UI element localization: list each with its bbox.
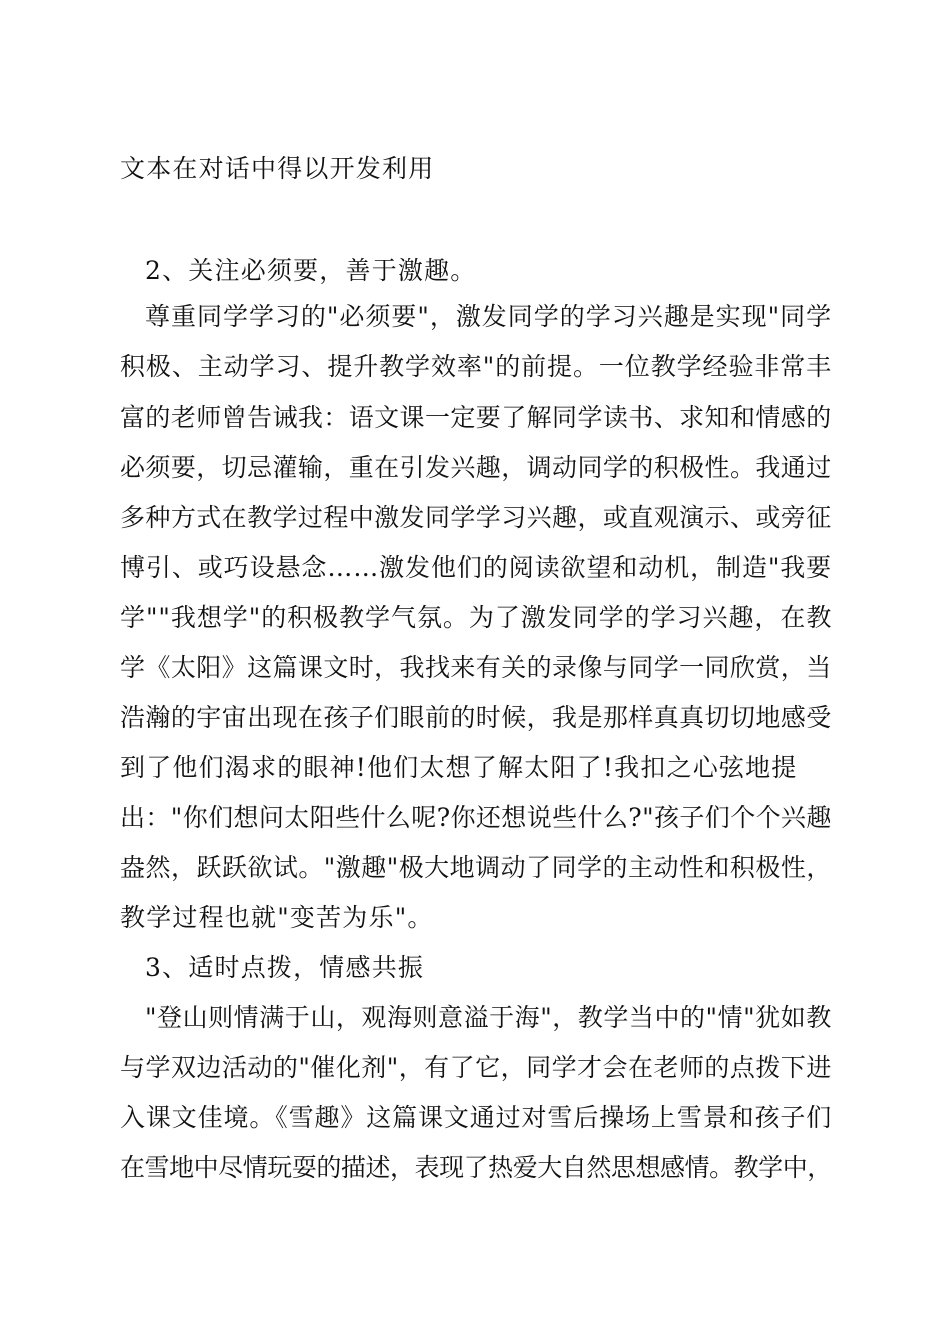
text-line: 在雪地中尽情玩耍的描述，表现了热爱大自然思想感情。教学中， (120, 1153, 832, 1182)
text-line: 文本在对话中得以开发利用 (120, 154, 435, 183)
text-line: 与学双边活动的"催化剂"，有了它，同学才会在老师的点拨下进 (120, 1053, 832, 1082)
text-line: 积极、主动学习、提升教学效率"的前提。一位教学经验非常丰 (120, 352, 833, 381)
text-line: 盎然，跃跃欲试。"激趣"极大地调动了同学的主动性和积极性， (120, 853, 832, 882)
text-line: 出："你们想问太阳些什么呢?你还想说些什么?"孩子们个个兴趣 (120, 803, 832, 832)
text-line: "登山则情满于山，观海则意溢于海"，教学当中的"情"犹如教 (145, 1003, 832, 1032)
section-heading: 3、适时点拨，情感共振 (145, 953, 425, 982)
text-line: 学""我想学"的积极教学气氛。为了激发同学的学习兴趣，在教 (120, 603, 833, 632)
text-line: 教学过程也就"变苦为乐"。 (120, 903, 434, 932)
text-line: 必须要，切忌灌输，重在引发兴趣，调动同学的积极性。我通过 (120, 453, 832, 482)
text-line: 入课文佳境。《雪趣》这篇课文通过对雪后操场上雪景和孩子们 (120, 1103, 833, 1132)
text-line: 多种方式在教学过程中激发同学学习兴趣，或直观演示、或旁征 (120, 503, 832, 532)
text-line: 学《太阳》这篇课文时，我找来有关的录像与同学一同欣赏，当 (120, 653, 832, 682)
text-line: 富的老师曾告诫我：语文课一定要了解同学读书、求知和情感的 (120, 403, 832, 432)
text-line: 博引、或巧设悬念……激发他们的阅读欲望和动机，制造"我要 (120, 553, 833, 582)
section-heading: 2、关注必须要，善于激趣。 (145, 256, 477, 285)
text-line: 到了他们渴求的眼神!他们太想了解太阳了!我扣之心弦地提 (120, 753, 798, 782)
text-line: 尊重同学学习的"必须要"，激发同学的学习兴趣是实现"同学 (145, 302, 833, 331)
text-line: 浩瀚的宇宙出现在孩子们眼前的时候，我是那样真真切切地感受 (120, 703, 832, 732)
